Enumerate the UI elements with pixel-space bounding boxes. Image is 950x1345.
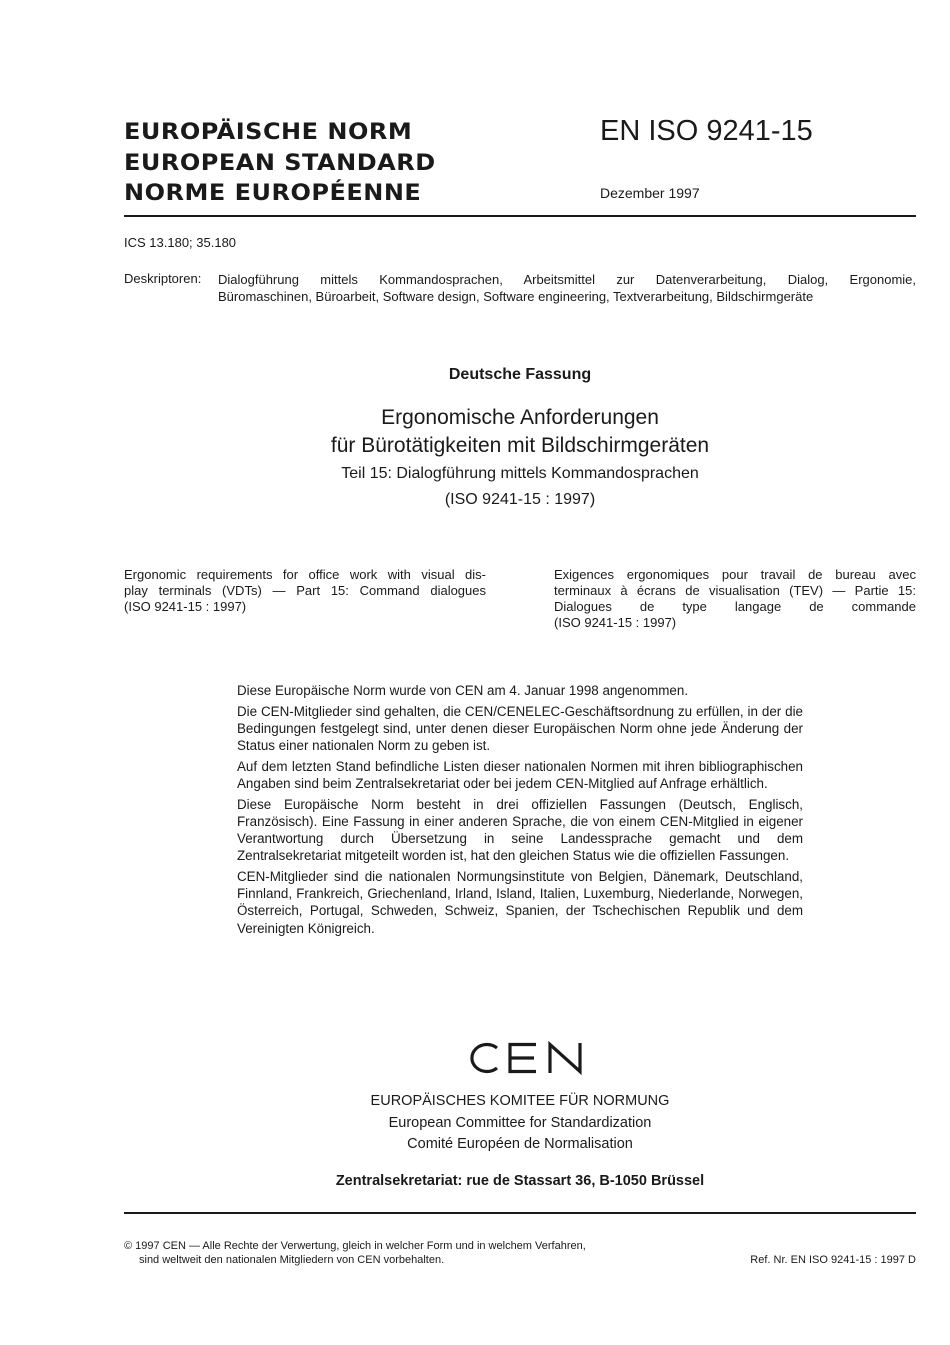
heading-line-en: EUROPEAN STANDARD (124, 149, 436, 176)
copyright-line-2: sind weltweit den nationalen Mitgliedern von CEN vorbehalten. (139, 1253, 445, 1266)
reference-number: Ref. Nr. EN ISO 9241-15 : 1997 D (750, 1253, 916, 1266)
document-title-line-2: für Bürotätigkeiten mit Bildschirmgeräten (330, 434, 710, 457)
french-title-line-3: Dialogues de type langage de commande (554, 599, 916, 614)
english-title-line-2: play terminals (VDTs) — Part 15: Command dialogues (124, 583, 486, 598)
french-title-line-4: (ISO 9241-15 : 1997) (554, 615, 677, 630)
document-title-line-1: Ergonomische Anforderungen (381, 406, 659, 429)
cen-logo-e (510, 1045, 536, 1072)
copyright-notice (124, 1240, 586, 1267)
organization-name-fr: Comité Européen de Normalisation (407, 1136, 633, 1152)
cen-logo (462, 1040, 586, 1076)
notice-paragraph-adoption: Diese Europäische Norm wurde von CEN am 4. Januar 1998 angenommen. (237, 683, 689, 698)
organization-name-en: European Committee for Standardization (388, 1115, 652, 1131)
notice-paragraph-lists: Auf dem letzten Stand befindliche Listen dieser nationalen Normen mit ihren bibliographischen Angaben sind beim Zentralsekretariat oder bei jedem CEN-Mitglied auf Anfrage erhältlich. (237, 758, 803, 792)
descriptors-line-1: Dialogführung mittels Kommandosprachen, Arbeitsmittel zur Datenverarbeitung, Dialog, Ergonomie, (218, 272, 916, 287)
notice-paragraph-versions: Diese Europäische Norm besteht in drei offiziellen Fassungen (Deutsch, Englisch, Französisch). Eine Fassung in einer anderen Sprache, die von einem CEN-Mitglied in eigener Verantwortung durch Übersetzung in seine Landessprache gemacht und dem Zentralsekretariat mitgeteilt worden ist, hat den gleichen Status wie die offiziellen Fassungen. (237, 796, 803, 864)
copyright-line-1: © 1997 CEN — Alle Rechte der Verwertung, gleich in welcher Form und in welchem Verfahren, (124, 1240, 586, 1252)
english-title-line-1: Ergonomic requirements for office work with visual dis- (124, 567, 486, 582)
organization-name-de: EUROPÄISCHES KOMITEE FÜR NORMUNG (370, 1093, 670, 1109)
notice-paragraph-members: CEN-Mitglieder sind die nationalen Normungsinstitute von Belgien, Dänemark, Deutschland, Finnland, Frankreich, Griechenland, Irland, Island, Italien, Luxemburg, Niederlande, Norwegen, Österreich, Portugal, Schweden, Schweiz, Spanien, der Tschechischen Republik und dem Vereinigten Königreich. (237, 869, 803, 936)
cen-logo-c (472, 1045, 497, 1072)
french-title-column (554, 567, 916, 631)
descriptors-text (218, 271, 916, 305)
descriptors-label: Deskriptoren: (124, 271, 202, 286)
heading-line-fr: NORME EUROPÉENNE (124, 179, 422, 206)
footer-divider (124, 1212, 916, 1214)
header-divider (124, 215, 916, 217)
standard-type-heading (124, 118, 436, 210)
ics-code: ICS 13.180; 35.180 (124, 235, 237, 250)
english-title-line-3: (ISO 9241-15 : 1997) (124, 599, 247, 614)
iso-reference: (ISO 9241-15 : 1997) (444, 491, 596, 508)
french-title-line-1: Exigences ergonomiques pour travail de bureau avec (554, 567, 916, 582)
standard-number: EN ISO 9241-15 (600, 115, 813, 147)
english-title-column (124, 567, 486, 615)
cen-logo-n (550, 1043, 580, 1073)
french-title-line-2: terminaux à écrans de visualisation (TEV) — Partie 15: (554, 583, 916, 598)
adoption-notice (237, 682, 803, 940)
heading-line-de: EUROPÄISCHE NORM (124, 118, 413, 145)
version-label: Deutsche Fassung (448, 366, 592, 383)
notice-paragraph-obligations: Die CEN-Mitglieder sind gehalten, die CEN/CENELEC-Geschäftsordnung zu erfüllen, in der die Bedingungen festgelegt sind, unter denen dieser Europäischen Norm ohne jede Änderung der Status einer nationalen Norm zu geben ist. (237, 703, 803, 754)
descriptors-line-2: Büromaschinen, Büroarbeit, Software design, Software engineering, Textverarbeitung, Bildschirmgeräte (218, 289, 814, 304)
secretariat-address: Zentralsekretariat: rue de Stassart 36, B-1050 Brüssel (335, 1173, 705, 1189)
document-part: Teil 15: Dialogführung mittels Kommandosprachen (341, 465, 699, 482)
publication-date: Dezember 1997 (600, 185, 700, 201)
